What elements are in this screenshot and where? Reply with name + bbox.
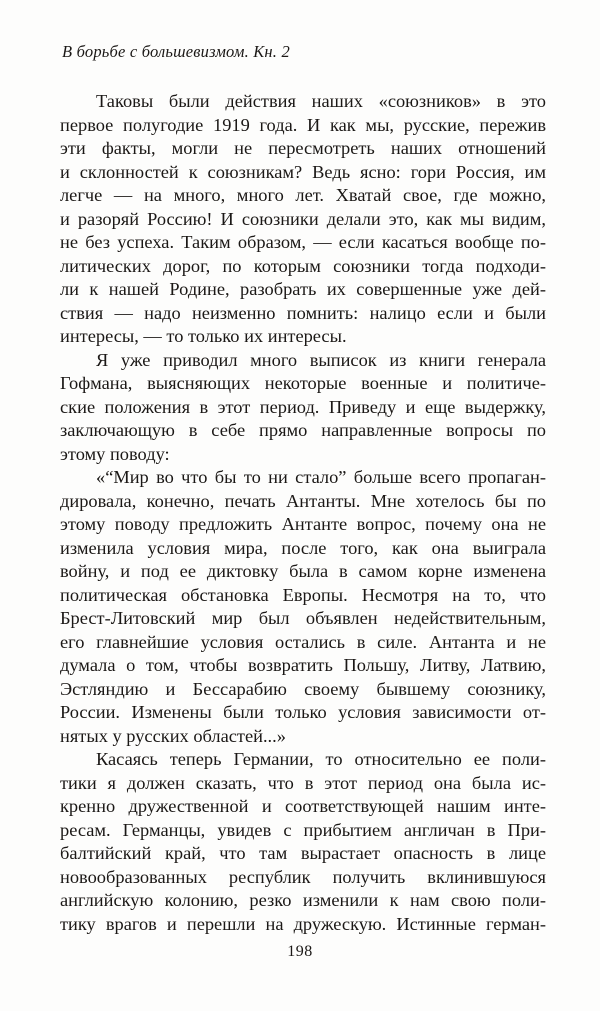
paragraph [60,349,546,467]
text-line: тику врагов и перешли на дружескую. Истинные герман- [60,913,546,934]
paragraph [60,748,546,936]
text-line: не без успеха. Таким образом, — если касаться вообще по- [60,232,546,252]
text-line: думала о том, чтобы возвратить Польшу, Литву, Латвию, [60,655,546,675]
text-line: Таковы были действия наших «союзников» в это [96,91,546,111]
body-text [60,90,546,936]
text-line: заключающую в себе прямо направленные вопросы по [60,420,546,440]
text-line: его главнейшие условия остались в силе. Антанта и не [60,631,546,652]
text-line: ли к нашей Родине, разобрать их совершенные уже дей- [60,279,546,299]
text-line: России. Изменены были только условия зависимости от- [60,702,546,722]
text-line: Гофмана, выясняющих некоторые военные и политиче- [60,373,546,393]
paragraph [60,466,546,748]
text-line: войну, и под ее диктовку была в самом корне изменена [60,561,546,581]
text-line: Эстляндию и Бессарабию своему бывшему союзнику, [60,678,546,699]
text-line: политическая обстановка Европы. Несмотря на то, что [60,584,546,605]
text-line: интересы, — то только их интересы. [60,326,347,346]
text-line: новообразованных республик получить вклинившуюся [60,866,546,887]
text-line: первое полугодие 1919 года. И как мы, русские, пережив [60,114,546,135]
text-line: кренно дружественной и соответствующей нашим инте- [60,796,546,816]
page-number: 198 [287,943,313,960]
text-line: этому поводу: [60,443,170,464]
text-line: дировала, конечно, печать Антанты. Мне хотелось бы по [60,490,546,511]
text-line: тики я должен сказать, что в этот период она была ис- [60,772,546,793]
text-line: легче — на много, много лет. Хватай свое, где можно, [60,185,546,205]
running-header: В борьбе с большевизмом. Кн. 2 [62,42,290,61]
text-line: изменила условия мира, после того, как она выиграла [60,537,546,558]
text-line: «“Мир во что бы то ни стало” больше всего пропаган- [96,467,546,487]
text-line: ские положения в этот период. Приведу и еще выдержку, [60,396,546,417]
text-line: этому поводу предложить Антанте вопрос, почему она не [60,514,546,534]
text-line: эти факты, могли не пересмотреть наших отношений [60,138,546,158]
text-line: ресам. Германцы, увидев с прибытием англичан в При- [60,819,546,840]
text-line: нятых у русских областей...» [60,725,286,746]
text-line: Касаясь теперь Германии, то относительно ее поли- [96,749,546,769]
text-line: и разоряй Россию! И союзники делали это, как мы видим, [60,208,546,229]
text-line: литических дорог, по которым союзники тогда подходи- [60,255,546,276]
text-line: и склонностей к союзникам? Ведь ясно: гори Россия, им [60,161,546,182]
text-line: Я уже приводил много выписок из книги генерала [96,349,546,370]
text-line: ствия — надо неизменно помнить: налицо если и были [60,302,546,323]
text-line: английскую колонию, резко изменили к нам свою поли- [60,890,546,910]
text-line: балтийский край, что там вырастает опасность в лице [60,843,546,863]
text-line: Брест-Литовский мир был объявлен недействительным, [60,608,546,628]
paragraph [60,90,546,349]
